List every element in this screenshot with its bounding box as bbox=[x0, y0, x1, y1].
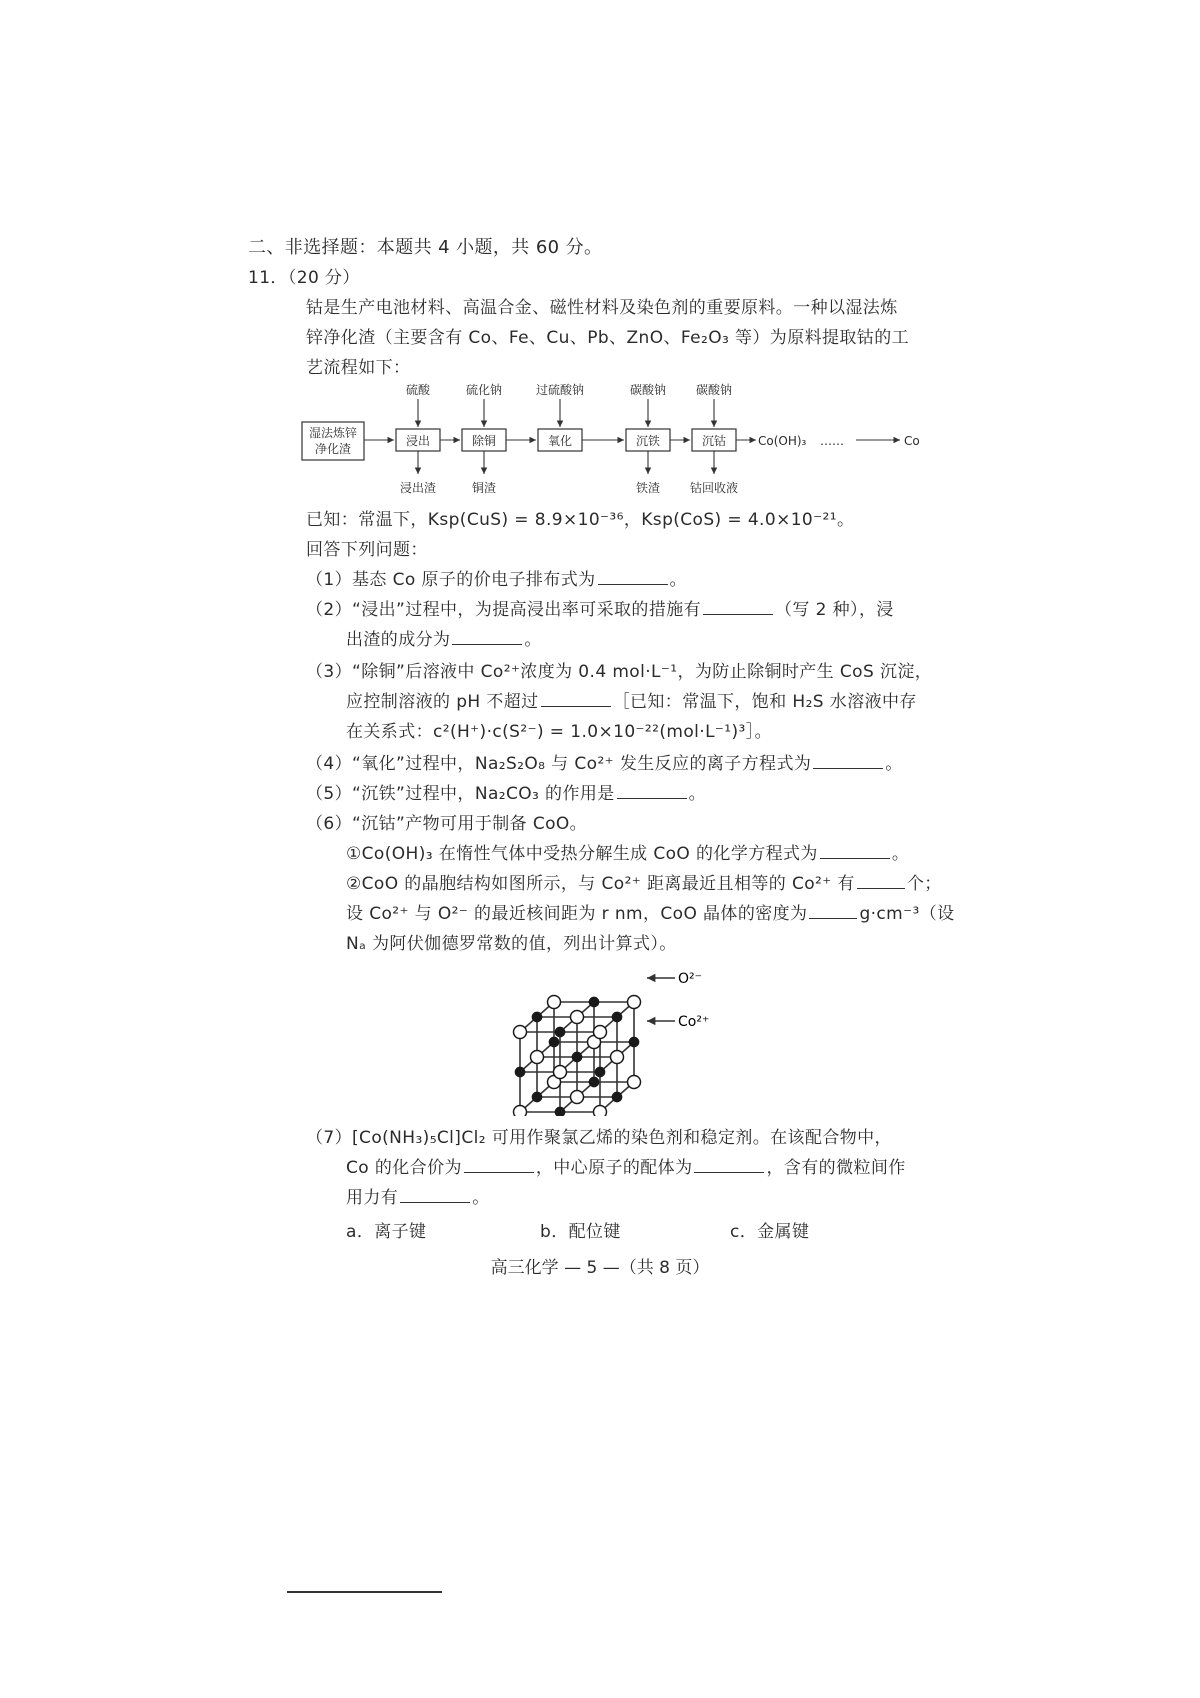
oxide-ion bbox=[514, 1026, 527, 1039]
known-constants: 已知：常温下，Ksp(CuS) = 8.9×10⁻³⁶，Ksp(CoS) = 4.0×10⁻²¹。 bbox=[306, 510, 855, 530]
subquestion-6-note: Nₐ 为阿伏伽德罗常数的值，列出计算式）。 bbox=[346, 934, 677, 954]
cobalt-ion bbox=[589, 1077, 598, 1086]
intro-line-3: 艺流程如下： bbox=[306, 358, 411, 378]
flow-start-line-2: 净化渣 bbox=[314, 442, 352, 456]
flow-product-2: Co bbox=[904, 434, 920, 448]
flow-reagent-5: 碳酸钠 bbox=[695, 383, 733, 397]
flow-residue-2: 铜渣 bbox=[471, 481, 497, 495]
flow-step-5: 沉钴 bbox=[701, 434, 727, 448]
flow-start-line-1: 湿法炼锌 bbox=[308, 426, 358, 440]
answer-blank[interactable] bbox=[452, 629, 522, 645]
oxide-ion bbox=[548, 996, 561, 1009]
answer-blank[interactable] bbox=[400, 1187, 470, 1203]
subquestion-1: （1）基态 Co 原子的价电子排布式为 。 bbox=[306, 570, 687, 590]
coo-unit-cell-diagram bbox=[510, 966, 740, 1116]
cobalt-ion bbox=[612, 1012, 621, 1021]
answer-blank[interactable] bbox=[857, 873, 905, 889]
oxide-ion bbox=[628, 1076, 641, 1089]
cobalt-ion bbox=[555, 1027, 564, 1036]
oxide-ion bbox=[611, 1051, 624, 1064]
subquestion-7-cont: Co 的化合价为 ，中心原子的配体为 ，含有的微粒间作 bbox=[346, 1158, 906, 1178]
co2-ion-label: Co²⁺ bbox=[678, 1014, 710, 1030]
footnote-rule bbox=[287, 1591, 442, 1593]
subquestion-2: （2）“浸出”过程中，为提高浸出率可采取的措施有 （写 2 种），浸 bbox=[306, 600, 894, 620]
subquestion-6-density: 设 Co²⁺ 与 O²⁻ 的最近核间距为 r nm，CoO 晶体的密度为 g·cm⁻³（设 bbox=[346, 904, 955, 924]
page-footer: 高三化学 — 5 —（共 8 页） bbox=[490, 1258, 710, 1278]
flow-product-1: Co(OH)₃ bbox=[758, 434, 807, 448]
process-flow-diagram bbox=[300, 382, 960, 500]
oxide-ion bbox=[531, 1051, 544, 1064]
option-c: c．金属键 bbox=[730, 1222, 810, 1242]
answer-blank[interactable] bbox=[694, 1157, 764, 1173]
intro-line-2: 锌净化渣（主要含有 Co、Fe、Cu、Pb、ZnO、Fe₂O₃ 等）为原料提取钴的工 bbox=[306, 328, 909, 348]
oxide-ion bbox=[594, 1026, 607, 1039]
cobalt-ion bbox=[515, 1067, 524, 1076]
oxide-ion bbox=[571, 1011, 584, 1024]
subquestion-7-force: 用力有 。 bbox=[346, 1188, 490, 1208]
subquestion-7: （7）[Co(NH₃)₅Cl]Cl₂ 可用作聚氯乙烯的染色剂和稳定剂。在该配合物中， bbox=[306, 1128, 892, 1148]
subquestion-6-part-2: ②CoO 的晶胞结构如图所示，与 Co²⁺ 距离最近且相等的 Co²⁺ 有 个； bbox=[346, 874, 942, 894]
answer-blank[interactable] bbox=[820, 843, 890, 859]
cobalt-ion bbox=[612, 1092, 621, 1101]
question-number: 11．（20 分） bbox=[248, 268, 360, 288]
subquestion-2-cont: 出渣的成分为 。 bbox=[346, 630, 542, 650]
flow-dots: …… bbox=[820, 434, 844, 448]
cobalt-ion bbox=[572, 1052, 581, 1061]
answer-blank[interactable] bbox=[813, 753, 883, 769]
cobalt-ion bbox=[629, 1037, 638, 1046]
cobalt-ion bbox=[549, 1037, 558, 1046]
subquestion-3-relation: 在关系式：c²(H⁺)·c(S²⁻) = 1.0×10⁻²²(mol·L⁻¹)³］。 bbox=[346, 722, 773, 742]
answer-blank[interactable] bbox=[703, 599, 773, 615]
flow-residue-1: 浸出渣 bbox=[399, 481, 437, 495]
o2-ion-label: O²⁻ bbox=[678, 971, 703, 987]
cobalt-ion bbox=[595, 1067, 604, 1076]
oxide-ion bbox=[554, 1066, 567, 1079]
answer-prompt: 回答下列问题： bbox=[306, 540, 428, 560]
answer-blank[interactable] bbox=[617, 783, 687, 799]
oxide-ion bbox=[514, 1106, 527, 1117]
section-title: 二、非选择题：本题共 4 小题，共 60 分。 bbox=[248, 237, 603, 258]
oxide-ion bbox=[628, 996, 641, 1009]
flow-residue-5: 钴回收液 bbox=[689, 481, 739, 495]
oxide-ion bbox=[571, 1091, 584, 1104]
cobalt-ion bbox=[532, 1012, 541, 1021]
flow-step-4: 沉铁 bbox=[635, 434, 661, 448]
oxide-ion bbox=[594, 1106, 607, 1117]
answer-blank[interactable] bbox=[464, 1157, 534, 1173]
subquestion-6: （6）“沉钴”产物可用于制备 CoO。 bbox=[306, 814, 588, 834]
flow-step-1: 浸出 bbox=[405, 434, 431, 448]
flow-step-3: 氧化 bbox=[547, 434, 573, 448]
flow-reagent-1: 硫酸 bbox=[405, 383, 431, 397]
flow-reagent-4: 碳酸钠 bbox=[629, 383, 667, 397]
flow-step-2: 除铜 bbox=[471, 434, 497, 448]
cobalt-ion bbox=[589, 997, 598, 1006]
option-a: a．离子键 bbox=[346, 1222, 427, 1242]
cobalt-ion bbox=[555, 1107, 564, 1116]
answer-blank[interactable] bbox=[809, 903, 857, 919]
flow-residue-4: 铁渣 bbox=[635, 481, 661, 495]
subquestion-6-part-1: ①Co(OH)₃ 在惰性气体中受热分解生成 CoO 的化学方程式为 。 bbox=[346, 844, 910, 864]
subquestion-4: （4）“氧化”过程中，Na₂S₂O₈ 与 Co²⁺ 发生反应的离子方程式为 。 bbox=[306, 754, 903, 774]
subquestion-3: （3）“除铜”后溶液中 Co²⁺浓度为 0.4 mol·L⁻¹，为防止除铜时产生 CoS 沉淀， bbox=[306, 662, 933, 682]
flow-reagent-2: 硫化钠 bbox=[465, 383, 503, 397]
option-b: b．配位键 bbox=[540, 1222, 621, 1242]
subquestion-5: （5）“沉铁”过程中，Na₂CO₃ 的作用是 。 bbox=[306, 784, 707, 804]
flow-reagent-3: 过硫酸钠 bbox=[535, 383, 585, 397]
answer-blank[interactable] bbox=[541, 691, 611, 707]
subquestion-3-cont: 应控制溶液的 pH 不超过 ［已知：常温下，饱和 H₂S 水溶液中存 bbox=[346, 692, 917, 712]
intro-line-1: 钴是生产电池材料、高温合金、磁性材料及染色剂的重要原料。一种以湿法炼 bbox=[306, 298, 898, 318]
answer-blank[interactable] bbox=[598, 569, 668, 585]
cobalt-ion bbox=[532, 1092, 541, 1101]
